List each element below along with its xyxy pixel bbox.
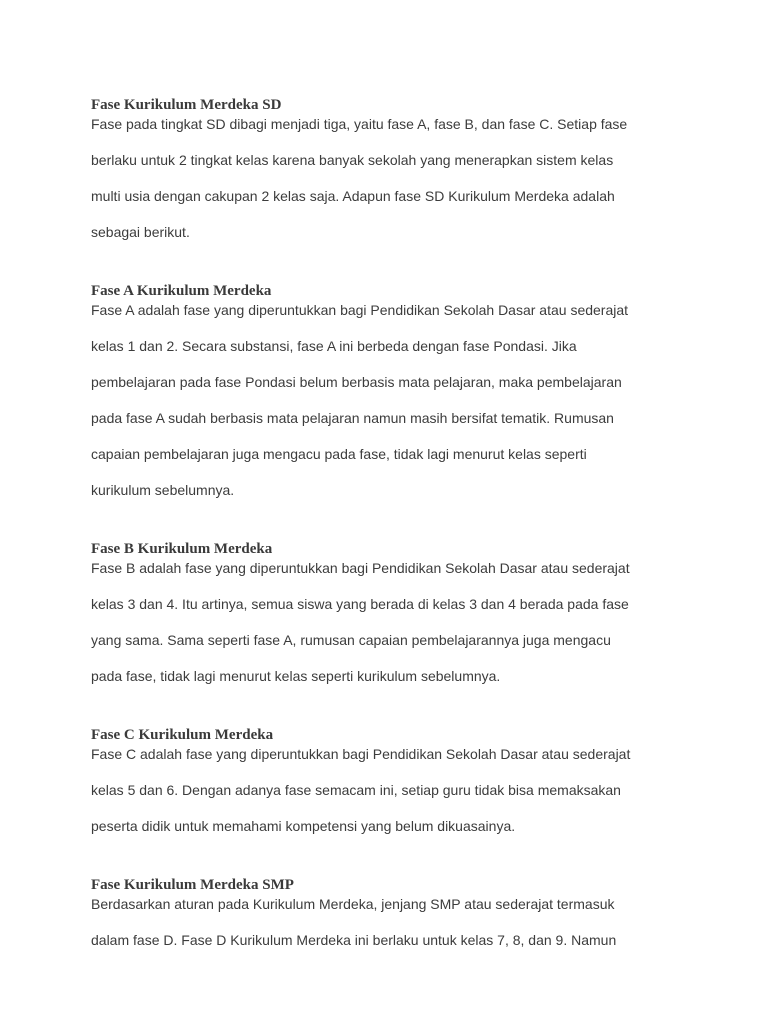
section-paragraph [91, 106, 691, 250]
paragraph-line: dalam fase D. Fase D Kurikulum Merdeka ini berlaku untuk kelas 7, 8, dan 9. Namun [91, 932, 617, 948]
paragraph-line: kelas 5 dan 6. Dengan adanya fase semacam ini, setiap guru tidak bisa memaksakan [91, 782, 621, 798]
paragraph-line: capaian pembelajaran juga mengacu pada fase, tidak lagi menurut kelas seperti [91, 446, 587, 462]
paragraph-line: pada fase, tidak lagi menurut kelas seperti kurikulum sebelumnya. [91, 668, 501, 684]
section-paragraph [91, 550, 691, 694]
document-page [91, 96, 691, 990]
section-fase-c [91, 726, 691, 844]
paragraph-line: Fase C adalah fase yang diperuntukkan bagi Pendidikan Sekolah Dasar atau sederajat [91, 746, 631, 762]
paragraph-line: pembelajaran pada fase Pondasi belum berbasis mata pelajaran, maka pembelajaran [91, 374, 622, 390]
paragraph-line: Fase pada tingkat SD dibagi menjadi tiga, yaitu fase A, fase B, dan fase C. Setiap fase [91, 116, 628, 132]
section-heading: Fase C Kurikulum Merdeka [91, 727, 274, 743]
section-heading: Fase Kurikulum Merdeka SD [91, 97, 282, 113]
paragraph-line: Fase A adalah fase yang diperuntukkan bagi Pendidikan Sekolah Dasar atau sederajat [91, 302, 629, 318]
section-paragraph [91, 886, 691, 958]
paragraph-line: kurikulum sebelumnya. [91, 482, 235, 498]
paragraph-line: yang sama. Sama seperti fase A, rumusan capaian pembelajarannya juga mengacu [91, 632, 611, 648]
paragraph-line: multi usia dengan cakupan 2 kelas saja. Adapun fase SD Kurikulum Merdeka adalah [91, 188, 615, 204]
section-heading: Fase A Kurikulum Merdeka [91, 283, 272, 299]
section-fase-b [91, 540, 691, 694]
paragraph-line: berlaku untuk 2 tingkat kelas karena banyak sekolah yang menerapkan sistem kelas [91, 152, 614, 168]
paragraph-line: kelas 3 dan 4. Itu artinya, semua siswa yang berada di kelas 3 dan 4 berada pada fase [91, 596, 629, 612]
paragraph-line: kelas 1 dan 2. Secara substansi, fase A ini berbeda dengan fase Pondasi. Jika [91, 338, 577, 354]
section-fase-smp [91, 876, 691, 958]
section-paragraph [91, 736, 691, 844]
section-paragraph [91, 292, 691, 508]
section-fase-sd [91, 96, 691, 250]
section-fase-a [91, 282, 691, 508]
section-heading: Fase B Kurikulum Merdeka [91, 541, 273, 557]
paragraph-line: sebagai berikut. [91, 224, 190, 240]
paragraph-line: Berdasarkan aturan pada Kurikulum Merdeka, jenjang SMP atau sederajat termasuk [91, 896, 615, 912]
paragraph-line: peserta didik untuk memahami kompetensi yang belum dikuasainya. [91, 818, 516, 834]
paragraph-line: pada fase A sudah berbasis mata pelajaran namun masih bersifat tematik. Rumusan [91, 410, 614, 426]
paragraph-line: Fase B adalah fase yang diperuntukkan bagi Pendidikan Sekolah Dasar atau sederajat [91, 560, 630, 576]
section-heading: Fase Kurikulum Merdeka SMP [91, 877, 294, 893]
